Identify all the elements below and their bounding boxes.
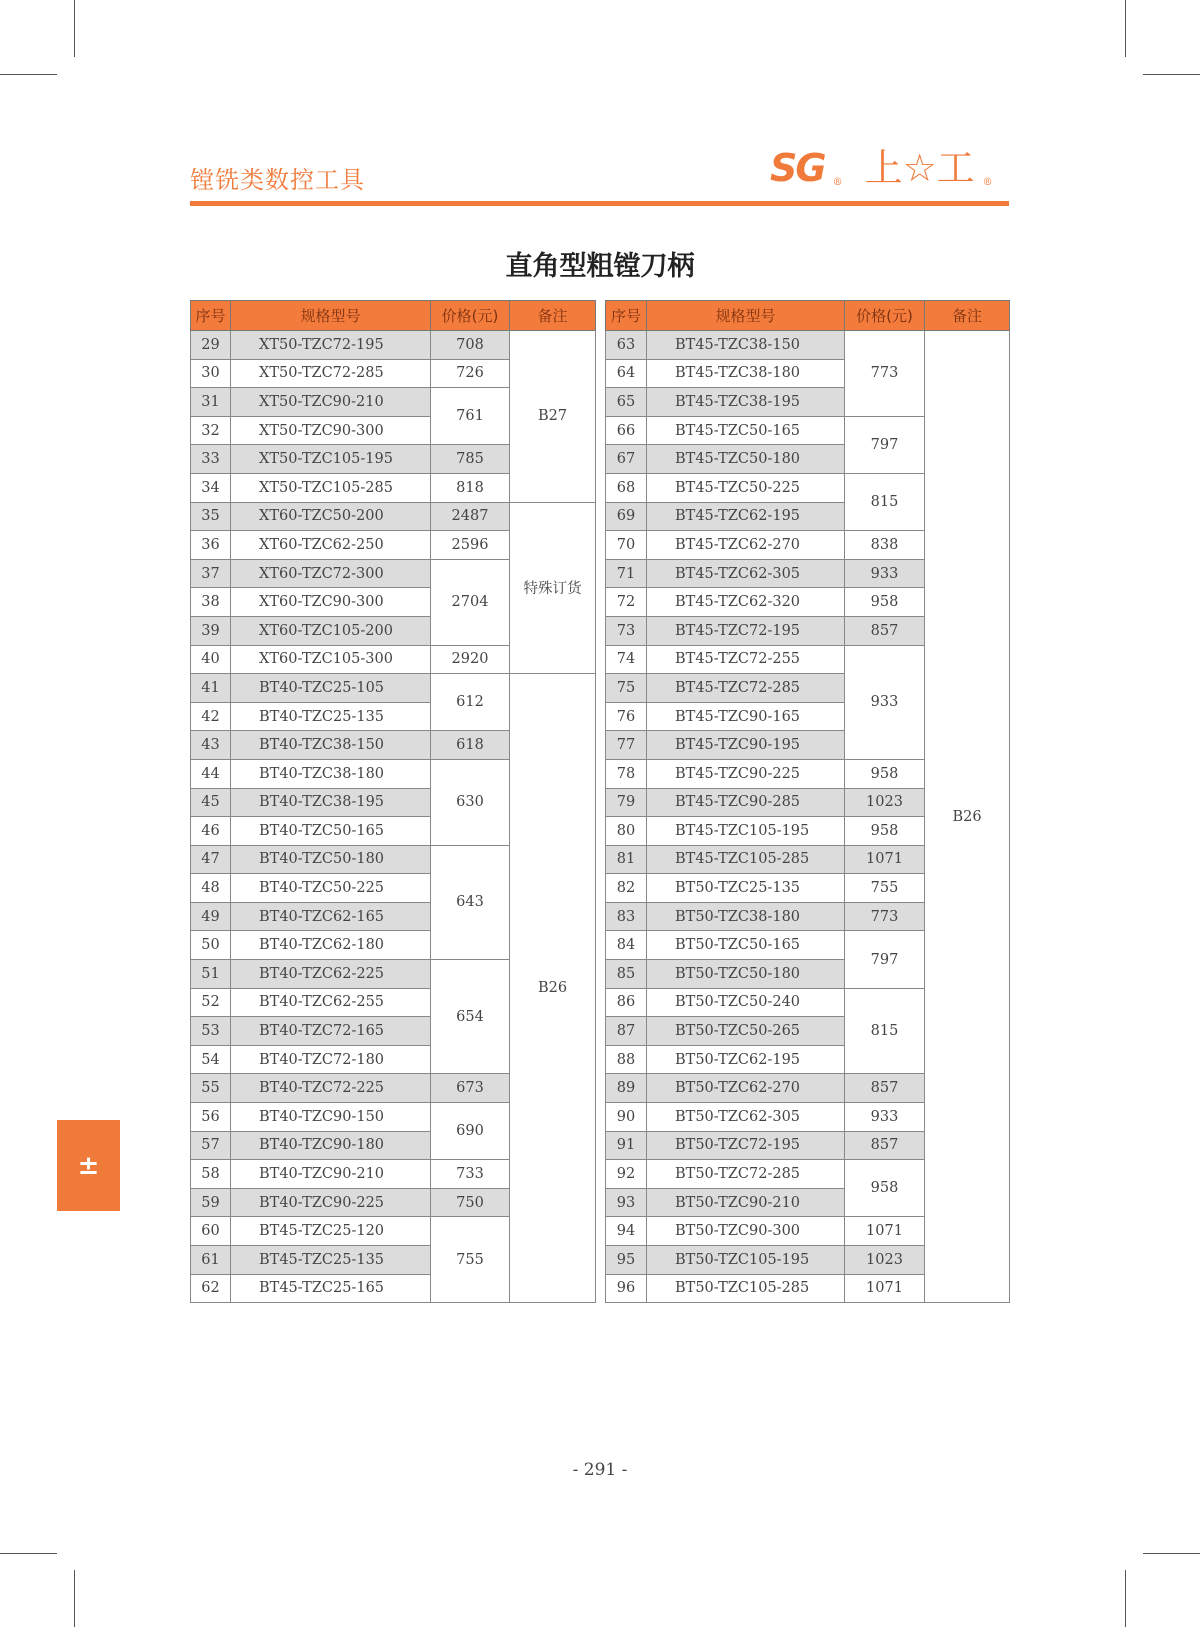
model-cell: BT45-TZC105-195 — [647, 817, 845, 846]
row-number-cell: 51 — [191, 960, 231, 989]
price-cell: 933 — [845, 559, 925, 588]
page-title: 直角型粗镗刀柄 — [505, 251, 695, 282]
price-cell: 750 — [431, 1188, 510, 1217]
price-cell: 1071 — [845, 1274, 925, 1303]
table-row — [191, 331, 596, 360]
model-cell: BT45-TZC38-150 — [647, 331, 845, 360]
logo-chinese: 上☆工 — [864, 146, 975, 190]
row-number-cell: 55 — [191, 1074, 231, 1103]
price-cell: 815 — [845, 473, 925, 530]
row-number-cell: 32 — [191, 416, 231, 445]
table-row — [606, 331, 1010, 360]
price-cell: 690 — [431, 1103, 510, 1160]
model-cell: BT50-TZC90-300 — [647, 1217, 845, 1246]
row-number-cell: 76 — [606, 702, 647, 731]
model-cell: XT50-TZC90-300 — [231, 416, 431, 445]
model-cell: BT45-TZC25-135 — [231, 1246, 431, 1275]
row-number-cell: 85 — [606, 960, 647, 989]
crop-mark — [1143, 1553, 1200, 1554]
row-number-cell: 31 — [191, 388, 231, 417]
table-row — [191, 502, 596, 531]
price-cell: 755 — [845, 874, 925, 903]
row-number-cell: 83 — [606, 902, 647, 931]
remark-cell: B26 — [510, 674, 596, 1303]
row-number-cell: 57 — [191, 1131, 231, 1160]
model-cell: XT60-TZC72-300 — [231, 559, 431, 588]
brand-logo — [770, 148, 993, 188]
price-cell: 933 — [845, 645, 925, 759]
model-cell: BT40-TZC72-180 — [231, 1045, 431, 1074]
model-cell: BT50-TZC105-285 — [647, 1274, 845, 1303]
row-number-cell: 50 — [191, 931, 231, 960]
row-number-cell: 75 — [606, 674, 647, 703]
row-number-cell: 79 — [606, 788, 647, 817]
crop-mark — [1125, 1570, 1126, 1627]
model-cell: BT40-TZC25-135 — [231, 702, 431, 731]
price-cell: 857 — [845, 1131, 925, 1160]
row-number-cell: 80 — [606, 817, 647, 846]
row-number-cell: 88 — [606, 1045, 647, 1074]
row-number-cell: 64 — [606, 359, 647, 388]
row-number-cell: 96 — [606, 1274, 647, 1303]
row-number-cell: 35 — [191, 502, 231, 531]
price-cell: 708 — [431, 331, 510, 360]
price-cell: 2487 — [431, 502, 510, 531]
model-cell: BT45-TZC50-180 — [647, 445, 845, 474]
col-header-model: 规格型号 — [647, 301, 845, 331]
header-divider — [190, 201, 1009, 206]
side-tab-plus-minus: ± — [57, 1120, 120, 1211]
model-cell: XT60-TZC90-300 — [231, 588, 431, 617]
model-cell: BT40-TZC50-165 — [231, 817, 431, 846]
col-header-no: 序号 — [191, 301, 231, 331]
price-cell: 612 — [431, 674, 510, 731]
remark-cell: B27 — [510, 331, 596, 503]
model-cell: BT45-TZC105-285 — [647, 845, 845, 874]
row-number-cell: 68 — [606, 473, 647, 502]
model-cell: BT45-TZC72-285 — [647, 674, 845, 703]
row-number-cell: 71 — [606, 559, 647, 588]
price-cell: 857 — [845, 616, 925, 645]
model-cell: BT50-TZC62-195 — [647, 1045, 845, 1074]
price-cell: 933 — [845, 1103, 925, 1132]
model-cell: BT40-TZC90-150 — [231, 1103, 431, 1132]
crop-mark — [1143, 74, 1200, 75]
row-number-cell: 93 — [606, 1188, 647, 1217]
row-number-cell: 69 — [606, 502, 647, 531]
section-title: 镗铣类数控工具 — [190, 166, 365, 194]
model-cell: BT50-TZC62-270 — [647, 1074, 845, 1103]
row-number-cell: 43 — [191, 731, 231, 760]
row-number-cell: 45 — [191, 788, 231, 817]
model-cell: BT45-TZC62-195 — [647, 502, 845, 531]
model-cell: XT50-TZC105-195 — [231, 445, 431, 474]
model-cell: BT40-TZC90-210 — [231, 1160, 431, 1189]
crop-mark — [74, 0, 75, 57]
crop-mark — [0, 1553, 57, 1554]
price-table-right — [605, 300, 1010, 1303]
row-number-cell: 46 — [191, 817, 231, 846]
crop-mark — [74, 1570, 75, 1627]
price-cell: 654 — [431, 960, 510, 1074]
price-cell: 2596 — [431, 531, 510, 560]
price-cell: 2704 — [431, 559, 510, 645]
row-number-cell: 90 — [606, 1103, 647, 1132]
price-cell: 818 — [431, 473, 510, 502]
model-cell: BT40-TZC62-165 — [231, 902, 431, 931]
model-cell: BT40-TZC38-180 — [231, 759, 431, 788]
table-header-row — [191, 301, 596, 331]
model-cell: BT45-TZC62-270 — [647, 531, 845, 560]
model-cell: BT40-TZC38-195 — [231, 788, 431, 817]
row-number-cell: 41 — [191, 674, 231, 703]
model-cell: BT40-TZC25-105 — [231, 674, 431, 703]
model-cell: BT45-TZC90-165 — [647, 702, 845, 731]
row-number-cell: 30 — [191, 359, 231, 388]
model-cell: XT50-TZC90-210 — [231, 388, 431, 417]
registered-icon: ® — [982, 177, 993, 188]
row-number-cell: 54 — [191, 1045, 231, 1074]
price-cell: 643 — [431, 845, 510, 959]
price-cell: 958 — [845, 588, 925, 617]
row-number-cell: 66 — [606, 416, 647, 445]
row-number-cell: 92 — [606, 1160, 647, 1189]
row-number-cell: 91 — [606, 1131, 647, 1160]
row-number-cell: 33 — [191, 445, 231, 474]
price-cell: 1023 — [845, 788, 925, 817]
price-cell: 618 — [431, 731, 510, 760]
row-number-cell: 59 — [191, 1188, 231, 1217]
row-number-cell: 73 — [606, 616, 647, 645]
model-cell: BT40-TZC50-180 — [231, 845, 431, 874]
model-cell: BT45-TZC72-255 — [647, 645, 845, 674]
price-cell: 857 — [845, 1074, 925, 1103]
model-cell: XT50-TZC72-195 — [231, 331, 431, 360]
row-number-cell: 67 — [606, 445, 647, 474]
row-number-cell: 56 — [191, 1103, 231, 1132]
row-number-cell: 44 — [191, 759, 231, 788]
price-cell: 1023 — [845, 1246, 925, 1275]
model-cell: BT45-TZC90-225 — [647, 759, 845, 788]
model-cell: BT40-TZC62-180 — [231, 931, 431, 960]
row-number-cell: 63 — [606, 331, 647, 360]
price-cell: 726 — [431, 359, 510, 388]
price-cell: 797 — [845, 416, 925, 473]
price-table-left — [190, 300, 596, 1303]
row-number-cell: 74 — [606, 645, 647, 674]
row-number-cell: 39 — [191, 616, 231, 645]
row-number-cell: 60 — [191, 1217, 231, 1246]
model-cell: BT50-TZC62-305 — [647, 1103, 845, 1132]
price-cell: 2920 — [431, 645, 510, 674]
price-cell: 838 — [845, 531, 925, 560]
price-cell: 773 — [845, 902, 925, 931]
col-header-remark: 备注 — [925, 301, 1010, 331]
price-cell: 673 — [431, 1074, 510, 1103]
row-number-cell: 94 — [606, 1217, 647, 1246]
model-cell: BT45-TZC38-195 — [647, 388, 845, 417]
model-cell: BT40-TZC38-150 — [231, 731, 431, 760]
price-cell: 755 — [431, 1217, 510, 1303]
model-cell: BT45-TZC90-285 — [647, 788, 845, 817]
row-number-cell: 38 — [191, 588, 231, 617]
model-cell: XT60-TZC105-300 — [231, 645, 431, 674]
table-header-row — [606, 301, 1010, 331]
row-number-cell: 81 — [606, 845, 647, 874]
row-number-cell: 86 — [606, 988, 647, 1017]
row-number-cell: 58 — [191, 1160, 231, 1189]
row-number-cell: 29 — [191, 331, 231, 360]
registered-icon: ® — [832, 177, 843, 188]
table-row — [191, 674, 596, 703]
col-header-price: 价格(元) — [845, 301, 925, 331]
price-cell: 630 — [431, 759, 510, 845]
model-cell: XT60-TZC50-200 — [231, 502, 431, 531]
model-cell: BT50-TZC72-285 — [647, 1160, 845, 1189]
crop-mark — [0, 74, 57, 75]
row-number-cell: 70 — [606, 531, 647, 560]
price-cell: 815 — [845, 988, 925, 1074]
price-cell: 958 — [845, 1160, 925, 1217]
model-cell: BT45-TZC90-195 — [647, 731, 845, 760]
row-number-cell: 89 — [606, 1074, 647, 1103]
model-cell: BT40-TZC90-225 — [231, 1188, 431, 1217]
price-cell: 773 — [845, 331, 925, 417]
row-number-cell: 52 — [191, 988, 231, 1017]
model-cell: BT45-TZC50-225 — [647, 473, 845, 502]
price-cell: 1071 — [845, 1217, 925, 1246]
row-number-cell: 95 — [606, 1246, 647, 1275]
model-cell: BT40-TZC50-225 — [231, 874, 431, 903]
col-header-no: 序号 — [606, 301, 647, 331]
price-cell: 958 — [845, 759, 925, 788]
col-header-model: 规格型号 — [231, 301, 431, 331]
row-number-cell: 37 — [191, 559, 231, 588]
row-number-cell: 87 — [606, 1017, 647, 1046]
price-cell: 958 — [845, 817, 925, 846]
model-cell: BT50-TZC25-135 — [647, 874, 845, 903]
row-number-cell: 65 — [606, 388, 647, 417]
model-cell: BT50-TZC50-240 — [647, 988, 845, 1017]
col-header-remark: 备注 — [510, 301, 596, 331]
model-cell: BT45-TZC50-165 — [647, 416, 845, 445]
price-cell: 785 — [431, 445, 510, 474]
row-number-cell: 82 — [606, 874, 647, 903]
model-cell: XT50-TZC105-285 — [231, 473, 431, 502]
row-number-cell: 42 — [191, 702, 231, 731]
model-cell: BT40-TZC72-165 — [231, 1017, 431, 1046]
page-number: - 291 - — [572, 1460, 628, 1480]
col-header-price: 价格(元) — [431, 301, 510, 331]
model-cell: BT45-TZC62-320 — [647, 588, 845, 617]
price-cell: 733 — [431, 1160, 510, 1189]
model-cell: XT60-TZC105-200 — [231, 616, 431, 645]
model-cell: BT50-TZC72-195 — [647, 1131, 845, 1160]
row-number-cell: 34 — [191, 473, 231, 502]
model-cell: BT40-TZC72-225 — [231, 1074, 431, 1103]
model-cell: BT50-TZC50-165 — [647, 931, 845, 960]
model-cell: XT50-TZC72-285 — [231, 359, 431, 388]
row-number-cell: 78 — [606, 759, 647, 788]
model-cell: BT45-TZC25-120 — [231, 1217, 431, 1246]
model-cell: BT45-TZC25-165 — [231, 1274, 431, 1303]
row-number-cell: 77 — [606, 731, 647, 760]
row-number-cell: 36 — [191, 531, 231, 560]
row-number-cell: 62 — [191, 1274, 231, 1303]
remark-cell: B26 — [925, 331, 1010, 1303]
model-cell: BT50-TZC38-180 — [647, 902, 845, 931]
model-cell: BT45-TZC38-180 — [647, 359, 845, 388]
row-number-cell: 61 — [191, 1246, 231, 1275]
model-cell: BT45-TZC62-305 — [647, 559, 845, 588]
crop-mark — [1125, 0, 1126, 57]
price-cell: 761 — [431, 388, 510, 445]
logo-latin: SG — [770, 146, 825, 190]
model-cell: BT50-TZC50-180 — [647, 960, 845, 989]
remark-cell: 特殊订货 — [510, 502, 596, 674]
price-cell: 1071 — [845, 845, 925, 874]
model-cell: BT50-TZC90-210 — [647, 1188, 845, 1217]
model-cell: XT60-TZC62-250 — [231, 531, 431, 560]
row-number-cell: 48 — [191, 874, 231, 903]
model-cell: BT40-TZC62-255 — [231, 988, 431, 1017]
model-cell: BT50-TZC50-265 — [647, 1017, 845, 1046]
row-number-cell: 47 — [191, 845, 231, 874]
row-number-cell: 40 — [191, 645, 231, 674]
row-number-cell: 84 — [606, 931, 647, 960]
model-cell: BT40-TZC62-225 — [231, 960, 431, 989]
model-cell: BT50-TZC105-195 — [647, 1246, 845, 1275]
row-number-cell: 49 — [191, 902, 231, 931]
price-cell: 797 — [845, 931, 925, 988]
row-number-cell: 72 — [606, 588, 647, 617]
row-number-cell: 53 — [191, 1017, 231, 1046]
model-cell: BT40-TZC90-180 — [231, 1131, 431, 1160]
model-cell: BT45-TZC72-195 — [647, 616, 845, 645]
